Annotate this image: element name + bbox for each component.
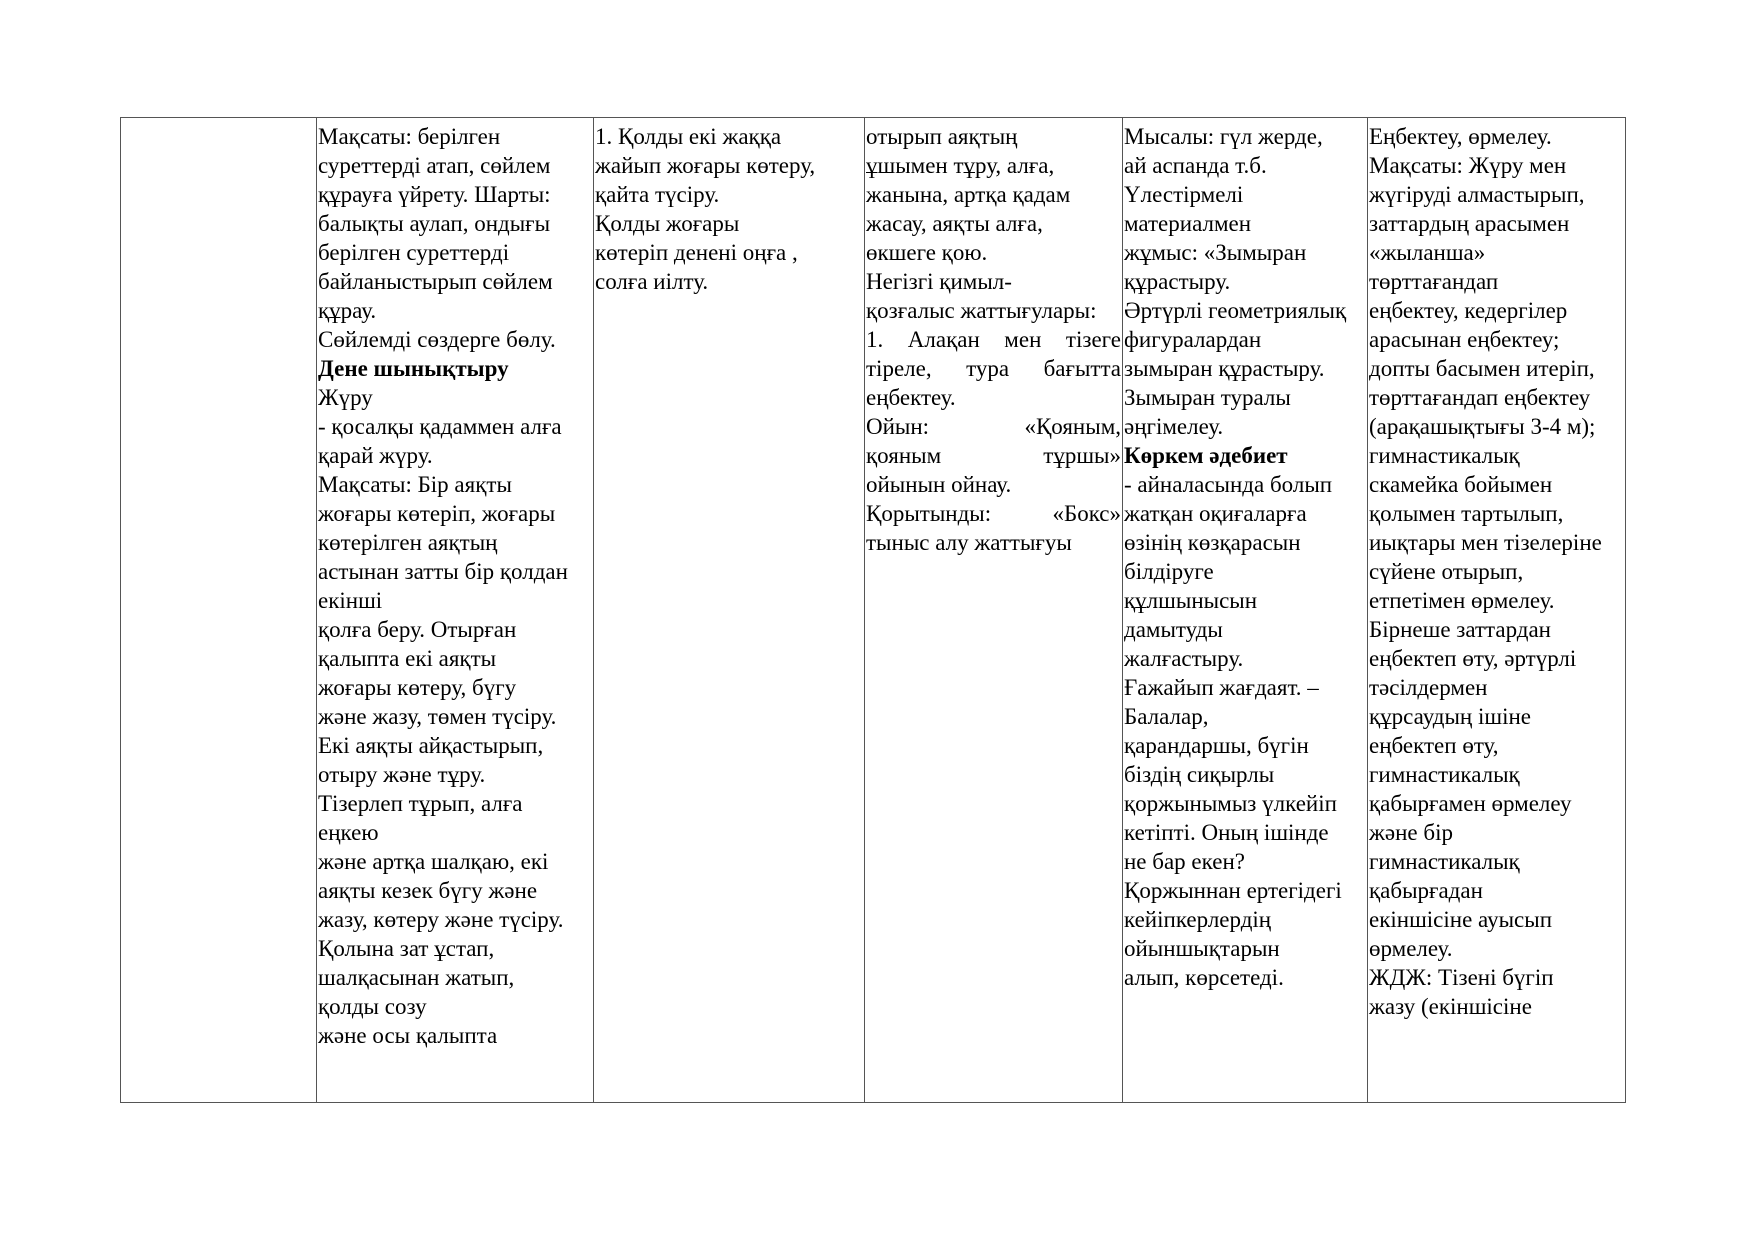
- text-line: Негізгі қимыл-: [866, 269, 1012, 294]
- text-line: Тізерлеп тұрып, алға: [318, 791, 523, 816]
- text-line: Жүру: [318, 385, 373, 410]
- text-line: құрастыру.: [1124, 269, 1231, 294]
- table-row: [121, 118, 1626, 1103]
- text-line: «жыланша»: [1369, 240, 1486, 265]
- text-line: 1. Алақан мен тізеге: [866, 327, 1121, 352]
- text-line: білдіруге: [1124, 559, 1214, 584]
- text-line: төрттағандап еңбектеу: [1369, 385, 1591, 410]
- text-line: жұмыс: «Зымыран: [1124, 240, 1307, 265]
- text-line: жатқан оқиғаларға: [1124, 501, 1307, 526]
- text-line: кетіпті. Оның ішінде: [1124, 820, 1329, 845]
- text-line: не бар екен?: [1124, 849, 1245, 874]
- text-line: қояным тұршы»: [866, 443, 1121, 468]
- text-line: қалыпта екі аяқты: [318, 646, 497, 671]
- table-cell-column-3: [594, 118, 865, 1103]
- text-line: өкшеге қою.: [866, 240, 988, 265]
- text-line: берілген суреттерді: [318, 240, 510, 265]
- text-line: Зымыран туралы: [1124, 385, 1291, 410]
- table-cell-column-4: [865, 118, 1123, 1103]
- text-line: екіншісіне ауысып: [1369, 907, 1553, 932]
- text-line: Қоржыннан ертегідегі: [1124, 878, 1342, 903]
- text-line: қайта түсіру.: [595, 182, 720, 207]
- text-line: алып, көрсетеді.: [1124, 965, 1284, 990]
- text-line: біздің сиқырлы: [1124, 762, 1275, 787]
- table-cell-column-5: [1123, 118, 1368, 1103]
- text-line: балықты аулап, ондығы: [318, 211, 551, 236]
- text-line: зымыран құрастыру.: [1124, 356, 1325, 381]
- text-line: тіреле, тура бағытта: [866, 356, 1121, 381]
- table-cell-column-2: [317, 118, 594, 1103]
- text-line: материалмен: [1124, 211, 1252, 236]
- text-line: қабырғамен өрмелеу: [1369, 791, 1572, 816]
- text-line: Мақсаты: Бір аяқты: [318, 472, 512, 497]
- text-line: Мысалы: гүл жерде,: [1124, 124, 1323, 149]
- text-line: жайып жоғары көтеру,: [595, 153, 816, 178]
- text-line: арасынан еңбектеу;: [1369, 327, 1560, 352]
- text-line: Балалар,: [1124, 704, 1209, 729]
- text-line: жазу (екіншісіне: [1369, 994, 1532, 1019]
- text-line: және артқа шалқаю, екі: [318, 849, 549, 874]
- text-line: суреттерді атап, сөйлем: [318, 153, 551, 178]
- text-line: қоржынымыз үлкейіп: [1124, 791, 1337, 816]
- text-line: қарай жүру.: [318, 443, 433, 468]
- text-line: жоғары көтеріп, жоғары: [318, 501, 556, 526]
- text-line: Мақсаты: берілген: [318, 124, 501, 149]
- text-line: ойынын ойнау.: [866, 472, 1012, 497]
- text-line: қарандаршы, бүгін: [1124, 733, 1309, 758]
- section-heading: Дене шынықтыру: [318, 356, 509, 381]
- text-line: еңбектеу.: [866, 385, 956, 410]
- text-line: гимнастикалық: [1369, 849, 1520, 874]
- text-line: құрауға үйрету. Шарты:: [318, 182, 551, 207]
- text-line: тыныс алу жаттығуы: [866, 530, 1072, 555]
- text-line: жазу, көтеру және түсіру.: [318, 907, 564, 932]
- text-line: отырып аяқтың: [866, 124, 1018, 149]
- text-line: құлшынысын: [1124, 588, 1258, 613]
- text-line: Әртүрлі геометриялық: [1124, 298, 1347, 323]
- table-cell-column-6: [1368, 118, 1626, 1103]
- text-line: жоғары көтеру, бүгу: [318, 675, 517, 700]
- text-line: ұшымен тұру, алға,: [866, 153, 1055, 178]
- text-line: және бір: [1369, 820, 1453, 845]
- text-line: еңкею: [318, 820, 379, 845]
- text-line: жалғастыру.: [1124, 646, 1244, 671]
- text-line: дамытуды: [1124, 617, 1223, 642]
- text-line: Еңбектеу, өрмелеу.: [1369, 124, 1552, 149]
- text-line: байланыстырып сөйлем: [318, 269, 553, 294]
- text-line: Ойын: «Қояным,: [866, 414, 1121, 439]
- text-line: отыру және тұру.: [318, 762, 486, 787]
- text-line: кейіпкерлердің: [1124, 907, 1272, 932]
- text-line: - айналасында болып: [1124, 472, 1333, 497]
- text-line: 1. Қолды екі жаққа: [595, 124, 782, 149]
- text-line: жасау, аяқты алға,: [866, 211, 1043, 236]
- text-line: ойыншықтарын: [1124, 936, 1280, 961]
- section-heading: Көркем әдебиет: [1124, 443, 1288, 468]
- text-line: қолымен тартылып,: [1369, 501, 1564, 526]
- text-line: еңбектеу, кедергілер: [1369, 298, 1568, 323]
- text-line: Сөйлемді сөздерге бөлу.: [318, 327, 556, 352]
- text-line: өрмелеу.: [1369, 936, 1453, 961]
- text-line: көтерілген аяқтың: [318, 530, 498, 555]
- text-line: сүйене отырып,: [1369, 559, 1524, 584]
- text-line: фигуралардан: [1124, 327, 1262, 352]
- text-line: жүгіруді алмастырып,: [1369, 182, 1585, 207]
- text-line: етпетімен өрмелеу.: [1369, 588, 1555, 613]
- text-line: Ғажайып жағдаят. –: [1124, 675, 1319, 700]
- text-line: қолға беру. Отырған: [318, 617, 517, 642]
- text-line: еңбектеп өту, әртүрлі: [1369, 646, 1577, 671]
- text-line: қозғалыс жаттығулары:: [866, 298, 1097, 323]
- text-line: Қолды жоғары: [595, 211, 740, 236]
- text-line: заттардың арасымен: [1369, 211, 1570, 236]
- text-line: Үлестірмелі: [1124, 182, 1244, 207]
- text-line: еңбектеп өту,: [1369, 733, 1499, 758]
- text-line: скамейка бойымен: [1369, 472, 1553, 497]
- text-line: ай аспанда т.б.: [1124, 153, 1267, 178]
- text-line: (арақашықтығы 3-4 м);: [1369, 414, 1596, 439]
- text-line: төрттағандап: [1369, 269, 1499, 294]
- text-line: астынан затты бір қолдан: [318, 559, 568, 584]
- text-line: допты басымен итеріп,: [1369, 356, 1595, 381]
- text-line: ЖДЖ: Тізені бүгіп: [1369, 965, 1554, 990]
- text-line: Қолына зат ұстап,: [318, 936, 495, 961]
- text-line: - қосалқы қадаммен алға: [318, 414, 562, 439]
- text-line: екінші: [318, 588, 383, 613]
- text-line: шалқасынан жатып,: [318, 965, 515, 990]
- text-line: Қорытынды: «Бокс»: [866, 501, 1121, 526]
- text-line: құрсаудың ішіне: [1369, 704, 1531, 729]
- text-line: гимнастикалық: [1369, 443, 1520, 468]
- text-line: өзінің көзқарасын: [1124, 530, 1301, 555]
- text-line: гимнастикалық: [1369, 762, 1520, 787]
- text-line: тәсілдермен: [1369, 675, 1488, 700]
- text-line: солға иілту.: [595, 269, 709, 294]
- text-line: және жазу, төмен түсіру.: [318, 704, 557, 729]
- text-line: иықтары мен тізелеріне: [1369, 530, 1602, 555]
- text-line: аяқты кезек бүгу және: [318, 878, 538, 903]
- text-line: жанына, артқа қадам: [866, 182, 1071, 207]
- text-line: құрау.: [318, 298, 377, 323]
- text-line: әңгімелеу.: [1124, 414, 1224, 439]
- text-line: Екі аяқты айқастырып,: [318, 733, 544, 758]
- text-line: қабырғадан: [1369, 878, 1483, 903]
- text-line: Бірнеше заттардан: [1369, 617, 1551, 642]
- lesson-plan-table: [120, 117, 1626, 1103]
- text-line: қолды созу: [318, 994, 427, 1019]
- text-line: және осы қалыпта: [318, 1023, 498, 1048]
- text-line: көтеріп денені оңға ,: [595, 240, 798, 265]
- text-line: Мақсаты: Жүру мен: [1369, 153, 1567, 178]
- table-cell-column-1: [121, 118, 317, 1103]
